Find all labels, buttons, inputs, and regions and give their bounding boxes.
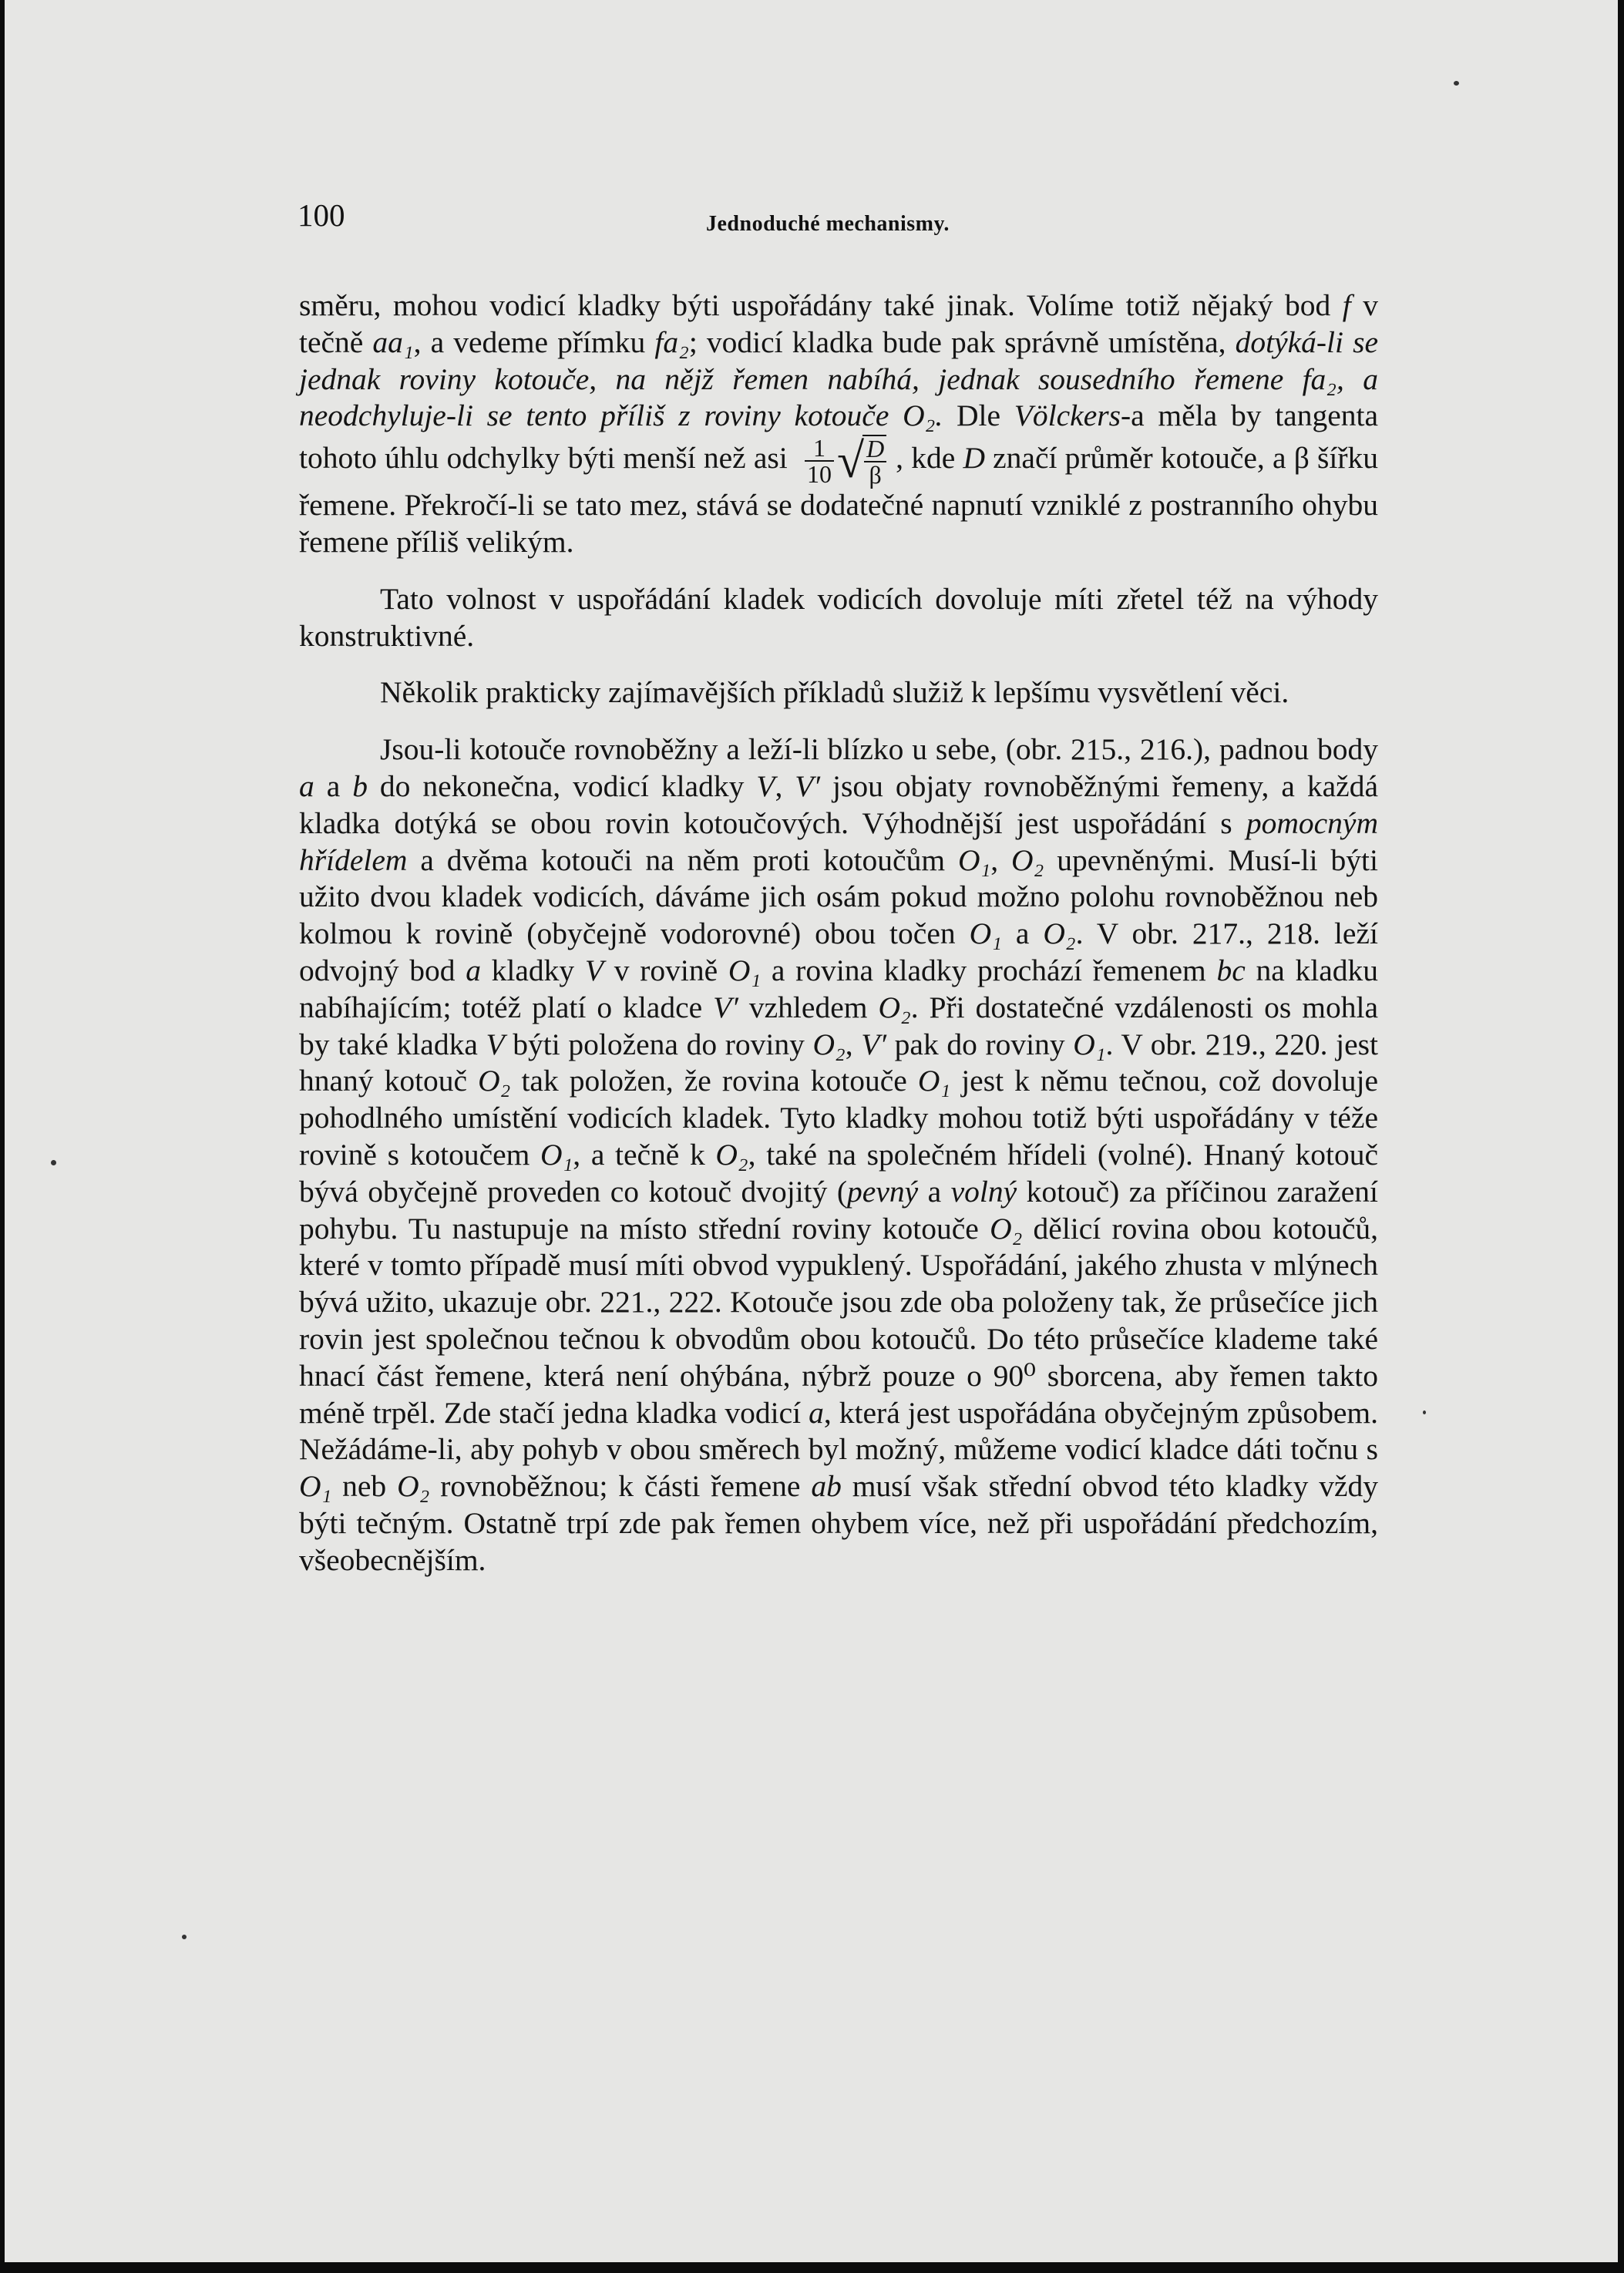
emphasis: pevný bbox=[847, 1174, 919, 1209]
symbol: O₂ bbox=[1043, 916, 1076, 951]
paragraph-2: Tato volnost v uspořádání kladek vodicích dovoluje míti zřetel též na výhody konstruktivné. bbox=[299, 581, 1378, 653]
text: v tečně bbox=[299, 288, 1378, 359]
fraction bbox=[805, 434, 834, 489]
fraction-denominator: β bbox=[869, 461, 882, 489]
square-root-icon: √ bbox=[836, 433, 865, 489]
text: na kladku nabíhajícím; totéž platí o kladce bbox=[299, 953, 1378, 1024]
page-number: 100 bbox=[298, 197, 345, 233]
page-speck bbox=[1423, 1411, 1426, 1414]
symbol-aa1: aa₁ bbox=[372, 324, 414, 359]
text: a bbox=[1001, 916, 1044, 951]
symbol: b bbox=[352, 768, 368, 803]
symbol: V bbox=[486, 1027, 505, 1061]
symbol: V′ bbox=[861, 1027, 887, 1061]
symbol: O₁ bbox=[1073, 1027, 1106, 1061]
text: , bbox=[775, 768, 795, 803]
text: Jsou-li kotouče rovnoběžny a leží-li blízko u sebe, (obr. 215., 216.), padnou body bbox=[380, 732, 1378, 767]
symbol: O₂ bbox=[1011, 842, 1044, 877]
symbol: O₁ bbox=[969, 916, 1002, 951]
symbol-fa2: fa₂ bbox=[654, 324, 689, 359]
symbol: O₂ bbox=[990, 1211, 1023, 1246]
fraction-denominator: 10 bbox=[806, 460, 832, 489]
text: ; vodicí kladka bude pak správně umístěna, bbox=[688, 324, 1236, 359]
fraction-numerator: D bbox=[864, 436, 886, 462]
page-speck bbox=[51, 1160, 56, 1165]
symbol: O₂ bbox=[478, 1064, 511, 1098]
text: , a vedeme přímku bbox=[413, 324, 655, 359]
symbol: O₁ bbox=[917, 1064, 951, 1098]
text: a dvěma kotouči na něm proti kotoučům bbox=[407, 842, 958, 877]
symbol: O₂ bbox=[812, 1027, 846, 1061]
text: . Při dostatečné vzdálenosti os mohla by také kladka bbox=[299, 990, 1379, 1061]
text: kotouč) za příčinou zaražení pohybu. Tu nastupuje na místo střední roviny kotouče bbox=[299, 1174, 1378, 1246]
text: dělicí rovina obou kotoučů, které v tomto případě musí míti obvod vypuklený. Uspořádání, jakého zhusta v mlýnech bývá užito, ukazuje obr. 221., 222. Kotouče jsou zde oba položeny tak, že průsečíce jich rovin jest společnou tečnou k obvodům obou kotoučů. Do této průsečíce klademe také hnací část řemene, která není ohýbána, nýbrž pouze o 90⁰ sborcena, aby řemen takto méně trpěl. Zde stačí jedna kladka vodicí bbox=[299, 1211, 1378, 1430]
text: -a měla by tangenta tohoto úhlu odchylky býti menší než asi bbox=[299, 398, 1378, 476]
symbol: O₂ bbox=[878, 990, 911, 1024]
text: kladky bbox=[480, 953, 585, 987]
text: musí však střední obvod této kladky vždy býti tečným. Ostatně trpí zde pak řemen ohybem více, než při uspořádání předchozím, všeobecnějším. bbox=[299, 1469, 1378, 1577]
text: , kde bbox=[896, 441, 963, 476]
fraction bbox=[864, 436, 886, 487]
text: do nekonečna, vodicí kladky bbox=[367, 768, 757, 803]
text: , která jest uspořádána obyčejným způsobem. Nežádáme-li, aby pohyb v obou směrech byl možný, můžeme vodicí kladce dáti točnu s bbox=[299, 1395, 1378, 1467]
text: neb bbox=[331, 1469, 398, 1504]
fraction-numerator: 1 bbox=[805, 435, 834, 462]
text: tak položen, že rovina kotouče bbox=[510, 1064, 918, 1098]
text: Dle bbox=[943, 398, 1014, 433]
page-header bbox=[298, 197, 1377, 243]
symbol: a bbox=[299, 768, 314, 803]
text: rovnoběžnou; k části řemene bbox=[429, 1469, 812, 1504]
text: , bbox=[990, 842, 1012, 877]
text: , také na společném hřídeli (volné). Hnaný kotouč bývá obyčejně proveden co kotouč dvojitý ( bbox=[299, 1137, 1378, 1209]
formula bbox=[805, 435, 886, 487]
symbol-D: D bbox=[963, 441, 985, 476]
symbol: V′ bbox=[795, 768, 821, 803]
symbol: ab bbox=[811, 1469, 842, 1504]
text: . V obr. 219., 220. jest hnaný kotouč bbox=[299, 1027, 1379, 1098]
symbol: V bbox=[756, 768, 775, 803]
symbol-f: f bbox=[1342, 288, 1351, 322]
symbol: O₁ bbox=[728, 953, 762, 987]
symbol: O₁ bbox=[299, 1469, 332, 1504]
text: a bbox=[918, 1174, 951, 1209]
symbol: O₂ bbox=[715, 1137, 748, 1172]
text: v rovině bbox=[604, 953, 728, 987]
symbol: V′ bbox=[713, 990, 738, 1024]
radicand bbox=[862, 435, 886, 487]
symbol: O₁ bbox=[957, 842, 991, 877]
paragraph-4 bbox=[299, 731, 1378, 1579]
symbol: O₁ bbox=[540, 1137, 573, 1172]
running-title: Jednoduché mechanismy. bbox=[706, 212, 950, 236]
symbol: a bbox=[466, 953, 481, 987]
paragraph-3: Několik prakticky zajímavějších příkladů služiž k lepšímu vysvětlení věci. bbox=[380, 675, 1289, 710]
text: , a tečně k bbox=[573, 1137, 716, 1172]
emphasis: dotýká-li se jednak roviny kotouče, na nějž řemen nabíhá, jednak sousedního řemene fa₂, a neodchyluje-li se tento příliš z roviny kotouče O₂. bbox=[299, 324, 1378, 433]
text: pak do roviny bbox=[886, 1027, 1074, 1061]
emphasis: pomocným hřídelem bbox=[299, 805, 1378, 877]
symbol: bc bbox=[1216, 953, 1246, 987]
emphasis: volný bbox=[950, 1174, 1017, 1209]
page-speck bbox=[182, 1935, 187, 1939]
text: směru, mohou vodicí kladky býti uspořádány také jinak. Volíme totiž nějaký bod bbox=[299, 288, 1343, 322]
text: . V obr. 217., 218. leží odvojný bod bbox=[299, 916, 1378, 987]
text: značí průměr kotouče, a β šířku řemene. Překročí-li se tato mez, stává se dodatečné napnutí vzniklé z postranního ohybu řemene příliš velikým. bbox=[299, 441, 1378, 559]
author-name: Völckers bbox=[1014, 398, 1121, 433]
text: a bbox=[314, 768, 353, 803]
text: jest k němu tečnou, což dovoluje pohodlného umístění vodicích kladek. Tyto kladky mohou totiž býti uspořádány v téže rovině s kotoučem bbox=[299, 1064, 1378, 1172]
text: upevněnými. Musí-li býti užito dvou kladek vodicích, dáváme jich osám pokud možno polohu rovnoběžnou neb kolmou k rovině (obyčejně vodorovné) obou točen bbox=[299, 842, 1378, 951]
paragraph-1 bbox=[299, 287, 1378, 561]
text: , bbox=[845, 1027, 862, 1061]
symbol: O₂ bbox=[397, 1469, 430, 1504]
text: a rovina kladky prochází řemenem bbox=[761, 953, 1217, 987]
page-body bbox=[299, 287, 1378, 1579]
symbol: a bbox=[809, 1395, 824, 1430]
text: býti položena do roviny bbox=[504, 1027, 813, 1061]
text: jsou objaty rovnoběžnými řemeny, a každá kladka dotýká se obou rovin kotoučových. Výhodnější jest uspořádání s bbox=[299, 768, 1378, 840]
book-page bbox=[5, 0, 1618, 2262]
page-speck bbox=[1454, 81, 1459, 86]
symbol: V bbox=[584, 953, 604, 987]
text: vzhledem bbox=[738, 990, 879, 1024]
